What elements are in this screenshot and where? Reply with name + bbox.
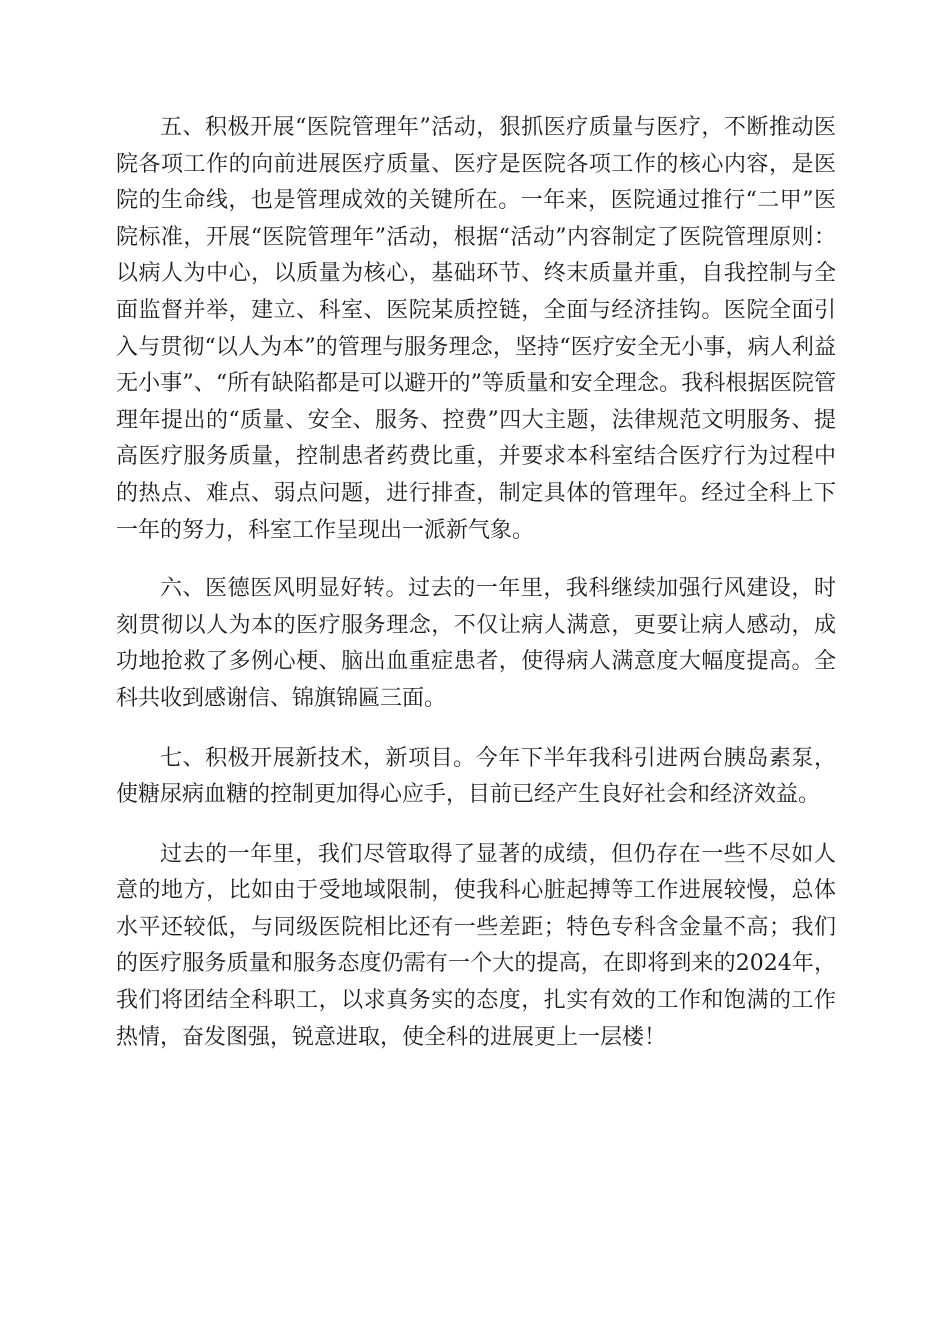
document-body [116, 110, 836, 1056]
paragraph-summary: 过去的一年里，我们尽管取得了显著的成绩，但仍存在一些不尽如人意的地方，比如由于受地域限制，使我科心脏起搏等工作进展较慢，总体水平还较低，与同级医院相比还有一些差距；特色专科含金量不高；我们的医疗服务质量和服务态度仍需有一个大的提高，在即将到来的2024年，我们将团结全科职工，以求真务实的态度，扎实有效的工作和饱满的工作热情，奋发图强，锐意进取，使全科的进展更上一层楼！ [116, 841, 836, 1050]
paragraph-new-technology: 七、积极开展新技术，新项目。今年下半年我科引进两台胰岛素泵，使糖尿病血糖的控制更加得心应手，目前已经产生良好社会和经济效益。 [116, 745, 836, 808]
paragraph-medical-ethics: 六、医德医风明显好转。过去的一年里，我科继续加强行风建设，时刻贯彻以人为本的医疗服务理念，不仅让病人满意，更要让病人感动，成功地抢救了多例心梗、脑出血重症患者，使得病人满意度大幅度提高。全科共收到感谢信、锦旗锦匾三面。 [116, 576, 836, 711]
paragraph-management-year: 五、积极开展“医院管理年”活动，狠抓医疗质量与医疗，不断推动医院各项工作的向前进展医疗质量、医疗是医院各项工作的核心内容，是医院的生命线，也是管理成效的关键所在。一年来，医院通过推行“二甲”医院标准，开展“医院管理年”活动，根据“活动”内容制定了医院管理原则：以病人为中心，以质量为核心，基础环节、终末质量并重，自我控制与全面监督并举，建立、科室、医院某质控链，全面与经济挂钩。医院全面引入与贯彻“以人为本”的管理与服务理念，坚持“医疗安全无小事，病人利益无小事”、“所有缺陷都是可以避开的”等质量和安全理念。我科根据医院管理年提出的“质量、安全、服务、控费”四大主题，法律规范文明服务、提高医疗服务质量，控制患者药费比重，并要求本科室结合医疗行为过程中的热点、难点、弱点问题，进行排查，制定具体的管理年。经过全科上下一年的努力，科室工作呈现出一派新气象。 [116, 115, 836, 543]
